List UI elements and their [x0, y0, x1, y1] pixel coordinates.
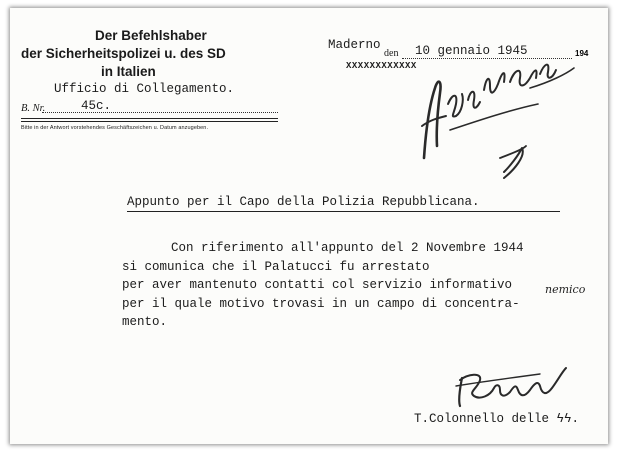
body-line-2: si comunica che il Palatucci fu arrestato [122, 260, 430, 274]
letterhead-line-1: Der Befehlshaber [95, 28, 207, 43]
handwritten-insert: nemico [545, 283, 586, 296]
handwritten-annotation-sketch [10, 8, 608, 444]
signatory-rank: T.Colonnello delle ϟϟ. [414, 412, 580, 426]
body-line-5: mento. [122, 315, 168, 329]
letter-date: 10 gennaio 1945 [415, 44, 528, 58]
date-separator: den [384, 48, 399, 59]
letterhead-line-3: in Italien [101, 64, 156, 79]
body-line-3: per aver mantenuto contatti col servizio informativo [122, 278, 513, 292]
printed-year-prefix: 194 [575, 49, 589, 58]
body-line-4: per il quale motivo trovasi in un campo di concentra- [122, 297, 520, 311]
place-name: Maderno [328, 38, 381, 52]
body-line-1: Con riferimento all'appunto del 2 Novembre 1944 [171, 241, 524, 255]
document-page [10, 8, 608, 444]
struck-out-text: XXXXXXXXXXXX [346, 61, 417, 71]
letterhead-line-2: der Sicherheitspolizei u. des SD [21, 46, 226, 61]
subject-underline [127, 211, 560, 212]
reference-notice: Bitte in der Antwort vorstehendes Geschäftszeichen u. Datum anzugeben. [21, 125, 209, 131]
memo-subject: Appunto per il Capo della Polizia Repubblicana. [127, 195, 480, 209]
reference-label: B. Nr. [21, 103, 46, 114]
reference-number: 45c. [81, 99, 112, 113]
office-name: Ufficio di Collegamento. [54, 82, 235, 96]
